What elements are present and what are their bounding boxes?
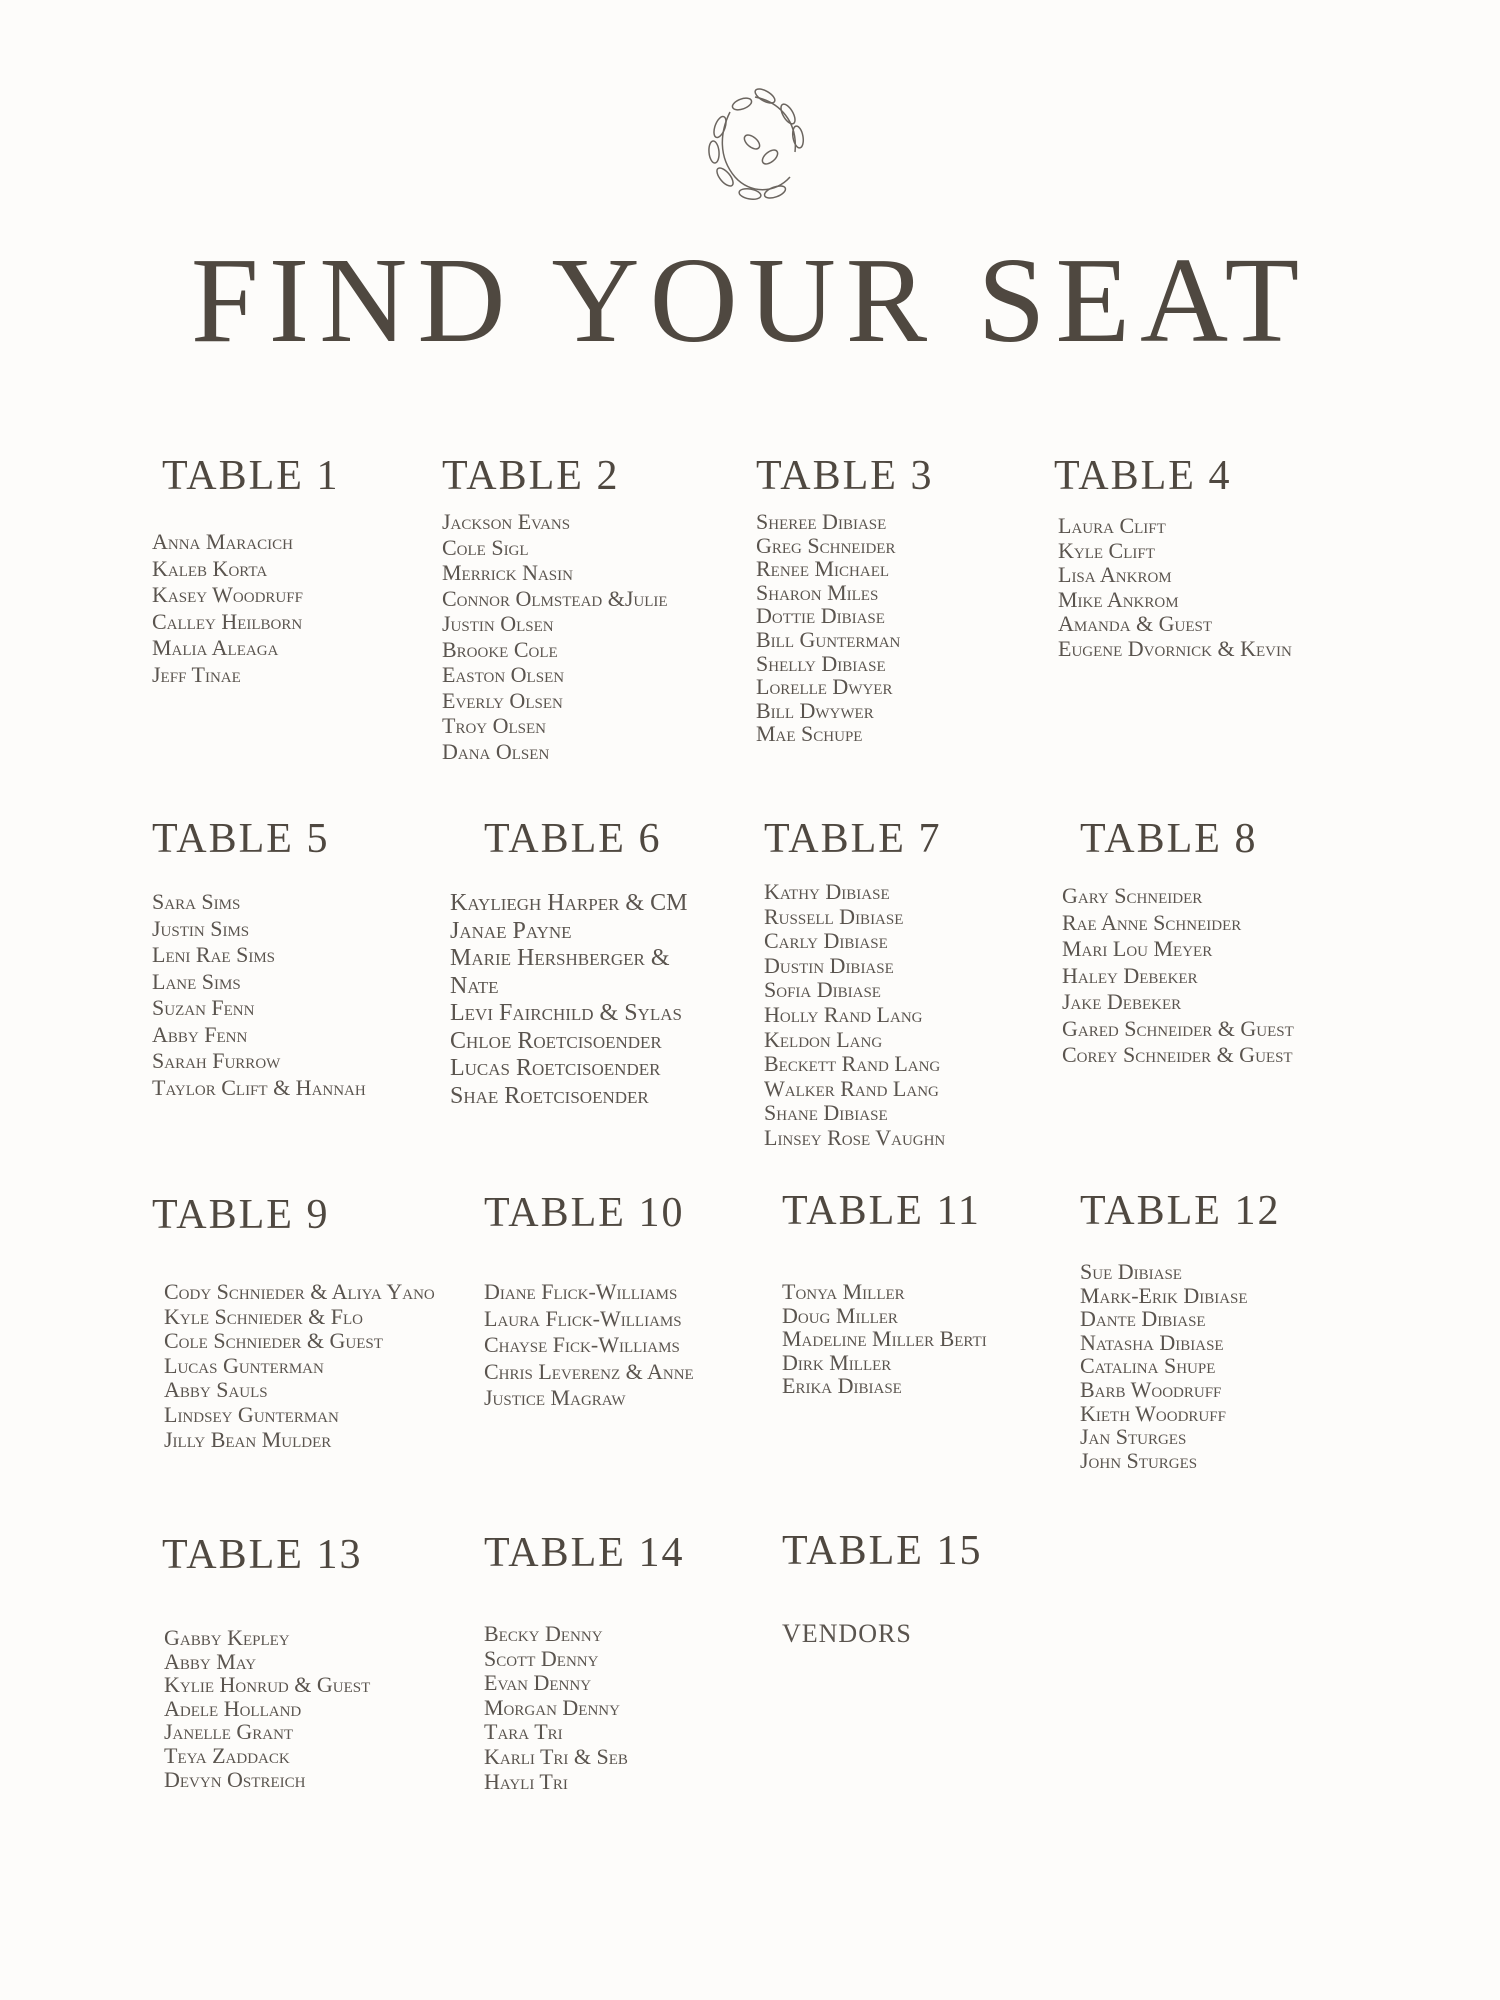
guest-name: Lucas Gunterman xyxy=(164,1352,324,1378)
table-heading: TABLE 2 xyxy=(442,453,620,499)
guest-name: Cole Sigl xyxy=(442,534,529,560)
guest-list xyxy=(152,890,366,1102)
guest-name: Jackson Evans xyxy=(442,509,571,534)
guest-name: Kathy Dibiase xyxy=(764,879,890,904)
guest-name: Calley Heilborn xyxy=(152,608,303,634)
guest-name: Lorelle Dwyer xyxy=(756,674,893,700)
guest-name: Walker Rand Lang xyxy=(764,1075,939,1101)
guest-name: Dustin Dibiase xyxy=(764,952,894,978)
guest-name: Connor Olmstead &Julie xyxy=(442,585,668,611)
guest-name: Hayli Tri xyxy=(484,1768,568,1794)
table-heading: TABLE 1 xyxy=(162,453,340,499)
guest-name: Justin Sims xyxy=(152,915,250,941)
guest-name: Bill Gunterman xyxy=(756,626,901,652)
guest-name: Janae Payne xyxy=(450,917,572,944)
guest-name: Kyle Clift xyxy=(1058,537,1155,563)
guest-name: Renee Michael xyxy=(756,556,890,582)
guest-name: Amanda & Guest xyxy=(1058,611,1213,637)
guest-name: John Sturges xyxy=(1080,1447,1198,1473)
guest-name: Gary Schneider xyxy=(1062,883,1203,908)
table-heading: TABLE 7 xyxy=(764,816,942,862)
guest-name: Scott Denny xyxy=(484,1645,599,1671)
table-heading: TABLE 6 xyxy=(484,816,662,862)
guest-name: Malia Aleaga xyxy=(152,635,279,660)
guest-name: VENDORS xyxy=(782,1619,912,1648)
guest-name: Beckett Rand Lang xyxy=(764,1051,941,1077)
guest-name: Easton Olsen xyxy=(442,662,565,687)
guest-name: Bill Dwywer xyxy=(756,697,874,723)
guest-name: Teya Zaddack xyxy=(164,1742,290,1768)
table-heading: TABLE 12 xyxy=(1080,1188,1281,1234)
guest-list xyxy=(782,1619,912,1648)
guest-name: Kasey Woodruff xyxy=(152,582,303,607)
guest-name: Taylor Clift & Hannah xyxy=(152,1074,366,1100)
guest-name: Diane Flick-Williams xyxy=(484,1279,678,1304)
guest-name: Haley Debeker xyxy=(1062,962,1198,988)
guest-name: Justice Magraw xyxy=(484,1385,626,1410)
laurel-wreath-icon xyxy=(690,82,820,212)
guest-name: Cody Schnieder & Aliya Yano xyxy=(164,1279,435,1304)
guest-name: Corey Schneider & Guest xyxy=(1062,1042,1293,1067)
table-heading: TABLE 14 xyxy=(484,1530,685,1576)
guest-name: Tonya Miller xyxy=(782,1279,905,1304)
guest-name: Kaleb Korta xyxy=(152,555,268,581)
table-heading: TABLE 11 xyxy=(782,1188,981,1234)
guest-name: Dirk Miller xyxy=(782,1349,892,1375)
guest-name: Marie Hershberger & xyxy=(450,945,670,971)
table-heading: TABLE 8 xyxy=(1080,816,1258,862)
guest-name: Shae Roetcisoender xyxy=(450,1082,649,1109)
guest-name: Abby Sauls xyxy=(164,1377,268,1403)
guest-name: Greg Schneider xyxy=(756,532,896,558)
guest-list xyxy=(764,880,945,1151)
guest-name: Laura Clift xyxy=(1058,513,1166,538)
guest-name: Everly Olsen xyxy=(442,687,563,713)
table-heading: TABLE 5 xyxy=(152,816,330,862)
guest-name: Erika Dibiase xyxy=(782,1373,902,1399)
guest-list xyxy=(450,890,687,1110)
guest-name: Tara Tri xyxy=(484,1719,563,1745)
guest-name: Devyn Ostreich xyxy=(164,1766,306,1792)
guest-name: Jake Debeker xyxy=(1062,989,1182,1014)
guest-name: Dana Olsen xyxy=(442,738,550,764)
guest-name: Carly Dibiase xyxy=(764,928,888,954)
guest-name: Anna Maracich xyxy=(152,529,293,554)
guest-name: Barb Woodruff xyxy=(1080,1376,1222,1402)
guest-name: Janelle Grant xyxy=(164,1719,294,1745)
guest-name: Gabby Kepley xyxy=(164,1625,290,1650)
guest-name: Shelly Dibiase xyxy=(756,650,886,676)
table-heading: TABLE 15 xyxy=(782,1528,983,1574)
guest-list xyxy=(484,1622,628,1794)
guest-name: Mari Lou Meyer xyxy=(1062,936,1213,961)
guest-name: Becky Denny xyxy=(484,1621,603,1646)
guest-list xyxy=(782,1280,987,1398)
guest-name: Chayse Fick-Williams xyxy=(484,1332,680,1357)
guest-list xyxy=(756,510,900,746)
guest-name: Suzan Fenn xyxy=(152,995,255,1020)
guest-name: Gared Schneider & Guest xyxy=(1062,1015,1294,1041)
table-heading: TABLE 4 xyxy=(1054,453,1232,499)
guest-name: Laura Flick-Williams xyxy=(484,1305,682,1331)
guest-list xyxy=(1058,514,1292,662)
table-heading: TABLE 9 xyxy=(152,1192,330,1238)
guest-name: Kayliegh Harper & CM xyxy=(450,890,688,916)
guest-name: Lane Sims xyxy=(152,968,241,994)
guest-name: Mae Schupe xyxy=(756,721,863,747)
guest-list xyxy=(152,530,303,689)
guest-name: Leni Rae Sims xyxy=(152,942,276,967)
guest-name: Mike Ankrom xyxy=(1058,586,1179,612)
guest-name: Linsey Rose Vaughn xyxy=(764,1124,946,1150)
guest-name: Karli Tri & Seb xyxy=(484,1743,628,1769)
guest-name: Mark-Erik Dibiase xyxy=(1080,1282,1248,1308)
guest-name: Holly Rand Lang xyxy=(764,1001,923,1027)
guest-name: Merrick Nasin xyxy=(442,560,573,585)
guest-name: Adele Holland xyxy=(164,1695,302,1721)
guest-name: Sharon Miles xyxy=(756,579,879,605)
table-heading: TABLE 10 xyxy=(484,1190,685,1236)
guest-name: Abby May xyxy=(164,1648,257,1674)
guest-name: Jilly Bean Mulder xyxy=(164,1426,332,1452)
guest-name: Evan Denny xyxy=(484,1670,592,1696)
guest-name: Brooke Cole xyxy=(442,636,558,662)
table-heading: TABLE 3 xyxy=(756,453,934,499)
guest-name: Cole Schnieder & Guest xyxy=(164,1328,383,1354)
guest-name: Dante Dibiase xyxy=(1080,1306,1206,1332)
guest-name: Chris Leverenz & Anne xyxy=(484,1358,694,1384)
guest-name: Abby Fenn xyxy=(152,1021,248,1047)
guest-name: Dottie Dibiase xyxy=(756,603,885,629)
guest-name: Kieth Woodruff xyxy=(1080,1400,1226,1426)
guest-list xyxy=(1080,1260,1248,1472)
guest-list xyxy=(164,1626,370,1791)
guest-name: Russell Dibiase xyxy=(764,903,904,929)
page-title: FIND YOUR SEAT xyxy=(190,233,1310,368)
guest-name: Jan Sturges xyxy=(1080,1424,1187,1450)
guest-name: Sue Dibiase xyxy=(1080,1259,1182,1284)
guest-name: Chloe Roetcisoender xyxy=(450,1027,662,1054)
guest-name: Rae Anne Schneider xyxy=(1062,909,1242,935)
guest-name: Jeff Tinae xyxy=(152,661,241,687)
guest-name: Lindsey Gunterman xyxy=(164,1401,339,1427)
guest-name: Shane Dibiase xyxy=(764,1100,888,1126)
guest-name: Catalina Shupe xyxy=(1080,1353,1216,1379)
guest-name: Morgan Denny xyxy=(484,1694,620,1720)
guest-name: Sara Sims xyxy=(152,889,241,914)
guest-name: Levi Fairchild & Sylas xyxy=(450,1000,682,1026)
guest-name: Doug Miller xyxy=(782,1302,898,1328)
guest-name: Justin Olsen xyxy=(442,611,554,636)
guest-name: Lisa Ankrom xyxy=(1058,562,1172,588)
guest-name: Sofia Dibiase xyxy=(764,977,881,1003)
guest-name: Kyle Schnieder & Flo xyxy=(164,1303,363,1329)
guest-name: Eugene Dvornick & Kevin xyxy=(1058,635,1292,661)
guest-name: Lucas Roetcisoender xyxy=(450,1055,661,1081)
guest-list xyxy=(164,1280,435,1452)
guest-name: Keldon Lang xyxy=(764,1026,883,1052)
table-heading: TABLE 13 xyxy=(162,1532,363,1578)
guest-list xyxy=(484,1280,694,1413)
guest-name: Madeline Miller Berti xyxy=(782,1326,987,1352)
guest-name: Troy Olsen xyxy=(442,713,546,738)
guest-name: Nate xyxy=(450,972,499,999)
guest-name: Kylie Honrud & Guest xyxy=(164,1672,371,1698)
guest-name: Sheree Dibiase xyxy=(756,509,887,534)
guest-name: Natasha Dibiase xyxy=(1080,1329,1224,1355)
guest-name: Sarah Furrow xyxy=(152,1048,281,1073)
guest-list xyxy=(1062,884,1294,1070)
guest-list xyxy=(442,510,668,765)
